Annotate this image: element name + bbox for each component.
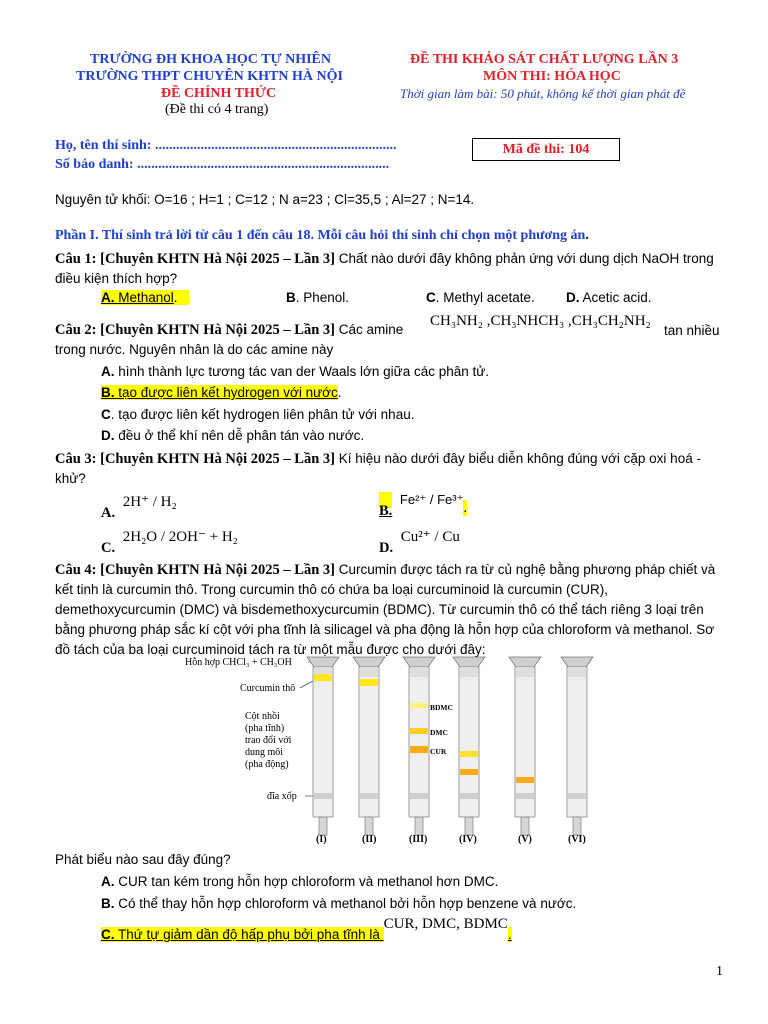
q1-d-text: Acetic acid. (579, 290, 652, 305)
tube-2 (353, 657, 385, 835)
q4-c-dot: . (507, 927, 512, 942)
q4-c-text: Thứ tự giảm dần độ hấp phụ bởi pha tĩnh là (114, 927, 384, 942)
q1-c-text: . Methyl acetate. (435, 290, 535, 305)
q2-option-c[interactable] (101, 407, 414, 422)
school-name-1: TRƯỜNG ĐH KHOA HỌC TỰ NHIÊN (90, 52, 332, 67)
q2-line2: trong nước. Nguyên nhân là do các amine này (55, 342, 334, 357)
q1-a-dot: . (173, 290, 178, 305)
q2-amine-formula: CH₃NH₂ ,CH₃NHCH₃ ,CH₃CH₂NH₂ (430, 313, 651, 329)
q4-c-letter: C. (101, 927, 115, 942)
q1-a-text: Methanol (114, 290, 174, 305)
q2-head: Câu 2: [Chuyên KHTN Hà Nội 2025 – Lần 3] (55, 322, 335, 338)
chromatography-figure (175, 653, 600, 849)
tube-6 (561, 657, 593, 835)
time-note: Thời gian làm bài: 50 phút, không kể thời gian phát đề (400, 86, 686, 101)
q3-c-letter: C. (101, 540, 116, 556)
q2-c-letter: C (101, 407, 111, 422)
exam-code-box: Mã đề thi: 104 (472, 138, 620, 161)
band-label-bdmc: BDMC (430, 703, 453, 712)
atomic-masses: Nguyên tử khối: O=16 ; H=1 ; C=12 ; N a=23 ; Cl=35,5 ; Al=27 ; N=14. (55, 192, 475, 207)
q3-text: Kí hiệu nào dưới đây biểu diễn không đúng với cặp oxi hoá - khử? (55, 451, 701, 486)
q1-option-c[interactable] (426, 290, 535, 305)
q2-a-text: hình thành lực tương tác van der Waals lớn giữa các phân tử. (114, 364, 490, 379)
tube-label-6: (VI) (568, 834, 586, 845)
band-label-dmc: DMC (430, 728, 448, 737)
school-name-2: TRƯỜNG THPT CHUYÊN KHTN HÀ NỘI (76, 69, 343, 84)
exam-title: ĐỀ THI KHẢO SÁT CHẤT LƯỢNG LẦN 3 (410, 52, 679, 67)
q4-head: Câu 4: [Chuyên KHTN Hà Nội 2025 – Lần 3] (55, 562, 335, 578)
page-count-note: (Đề thi có 4 trang) (165, 102, 269, 117)
official-label: ĐỀ CHÍNH THỨC (161, 86, 277, 101)
q4-prompt: Phát biểu nào sau đây đúng? (55, 852, 231, 867)
q3-a-formula: 2H⁺ / H₂ (122, 494, 177, 510)
candidate-id-line: Số báo danh: ........................................................................ (55, 157, 390, 172)
q2-option-a[interactable] (101, 364, 489, 379)
q1-b-text: . Phenol. (295, 290, 350, 305)
label-crude: Curcumin thô (240, 683, 296, 694)
q3-head: Câu 3: [Chuyên KHTN Hà Nội 2025 – Lần 3] (55, 451, 335, 467)
question-3 (55, 449, 725, 489)
q1-head: Câu 1: [Chuyên KHTN Hà Nội 2025 – Lần 3] (55, 251, 335, 267)
q2-option-b[interactable] (101, 385, 342, 400)
part1-title (55, 228, 589, 244)
tube-label-4: (IV) (459, 834, 477, 845)
q2-text-before: Các amine (334, 322, 404, 337)
question-1 (55, 249, 725, 289)
q4-a-letter: A. (101, 874, 115, 889)
part1-title-dot: . (585, 228, 589, 243)
q3-c-formula: 2H₂O / 2OH⁻ + H₂ (122, 529, 238, 545)
q2-b-text: tạo được liên kết hydrogen với nước (114, 385, 338, 400)
label-disk: đĩa xốp (267, 791, 297, 802)
q2-b-dot: . (337, 385, 342, 400)
q2-option-d[interactable] (101, 428, 364, 443)
q2-a-letter: A. (101, 364, 115, 379)
tube-3 (403, 657, 453, 835)
q4-b-text: Có thể thay hỗn hợp chloroform và methanol bởi hỗn hợp benzene và nước. (114, 896, 577, 911)
question-4 (55, 560, 725, 660)
part1-title-text: Phần I. Thí sinh trả lời từ câu 1 đến câu 18. Mỗi câu hỏi thí sinh chỉ chọn một phương án (55, 228, 586, 243)
q3-option-b[interactable]: B. Fe²⁺ / Fe³⁺. (379, 492, 468, 519)
q3-option-d[interactable] (379, 527, 460, 556)
q3-d-letter: D. (379, 540, 394, 556)
q3-b-formula: Fe²⁺ / Fe³⁺ (399, 492, 464, 507)
q1-b-letter: B (286, 290, 296, 305)
label-column-2: (pha tĩnh) (245, 723, 285, 734)
q3-d-formula: Cu²⁺ / Cu (400, 529, 460, 545)
q3-option-c[interactable] (101, 527, 238, 556)
q3-option-a[interactable] (101, 492, 177, 521)
tube-5 (509, 657, 541, 835)
q2-c-text: . tạo được liên kết hydrogen liên phân tử với nhau. (110, 407, 415, 422)
tube-label-5: (V) (518, 834, 532, 845)
tube-label-2: (II) (362, 834, 377, 845)
q1-option-b[interactable] (286, 290, 349, 305)
label-mix: Hỗn hợp CHCl₃ + CH₃OH (185, 657, 292, 668)
q4-a-text: CUR tan kém trong hỗn hợp chloroform và methanol hơn DMC. (114, 874, 499, 889)
label-column-4: dung môi (245, 747, 284, 758)
q4-option-b[interactable] (101, 896, 576, 911)
q2-text-after: tan nhiều (664, 323, 720, 338)
q1-option-d[interactable] (566, 290, 652, 305)
q4-text: Curcumin được tách ra từ củ nghệ bằng phương pháp chiết và kết tinh là curcumin thô. Trong curcumin thô có chứa ba loại curcuminoid là curcumin (CUR), demethoxycurcumin (DMC) và bisdemethoxycurcumin (BDMC). Từ curcumin thô có thể tách riêng 3 loại trên bằng phương pháp sắc kí cột với pha tĩnh là silicagel và pha động là hỗn hợp của chloroform và methanol. Sơ đồ tách của ba loại curcuminoid tách ra từ một mẫu được cho dưới đây: (55, 562, 716, 657)
label-column-3: trao đổi với (245, 735, 292, 746)
q4-option-a[interactable] (101, 874, 498, 889)
q1-option-a[interactable] (101, 290, 189, 305)
tube-1 (307, 657, 339, 835)
tube-label-3: (III) (409, 834, 428, 845)
q1-a-letter: A. (101, 290, 115, 305)
candidate-name-line: Họ, tên thí sinh: ..................................................................... (55, 138, 397, 153)
q1-d-letter: D. (566, 290, 580, 305)
q2-b-letter: B. (101, 385, 115, 400)
q3-b-letter: B. (379, 503, 393, 519)
q3-a-letter: A. (101, 505, 116, 521)
q4-option-c[interactable] (101, 916, 512, 942)
q2-d-letter: D. (101, 428, 115, 443)
band-label-cur: CUR (430, 747, 447, 756)
label-column-1: Cột nhồi (245, 711, 280, 722)
q2-d-text: đều ở thể khí nên dễ phân tán vào nước. (114, 428, 365, 443)
tube-4 (453, 657, 485, 835)
page-number: 1 (716, 964, 723, 979)
q4-c-formula: CUR, DMC, BDMC (383, 916, 508, 932)
subject-title: MÔN THI: HÓA HỌC (483, 69, 621, 84)
tube-label-1: (I) (316, 834, 327, 845)
label-column-5: (pha động) (245, 759, 289, 770)
q1-c-letter: C (426, 290, 436, 305)
q1-text: Chất nào dưới đây không phản ứng với dung dịch NaOH trong điều kiện thích hợp? (55, 251, 714, 286)
question-2-line1 (55, 322, 403, 339)
q4-b-letter: B. (101, 896, 115, 911)
